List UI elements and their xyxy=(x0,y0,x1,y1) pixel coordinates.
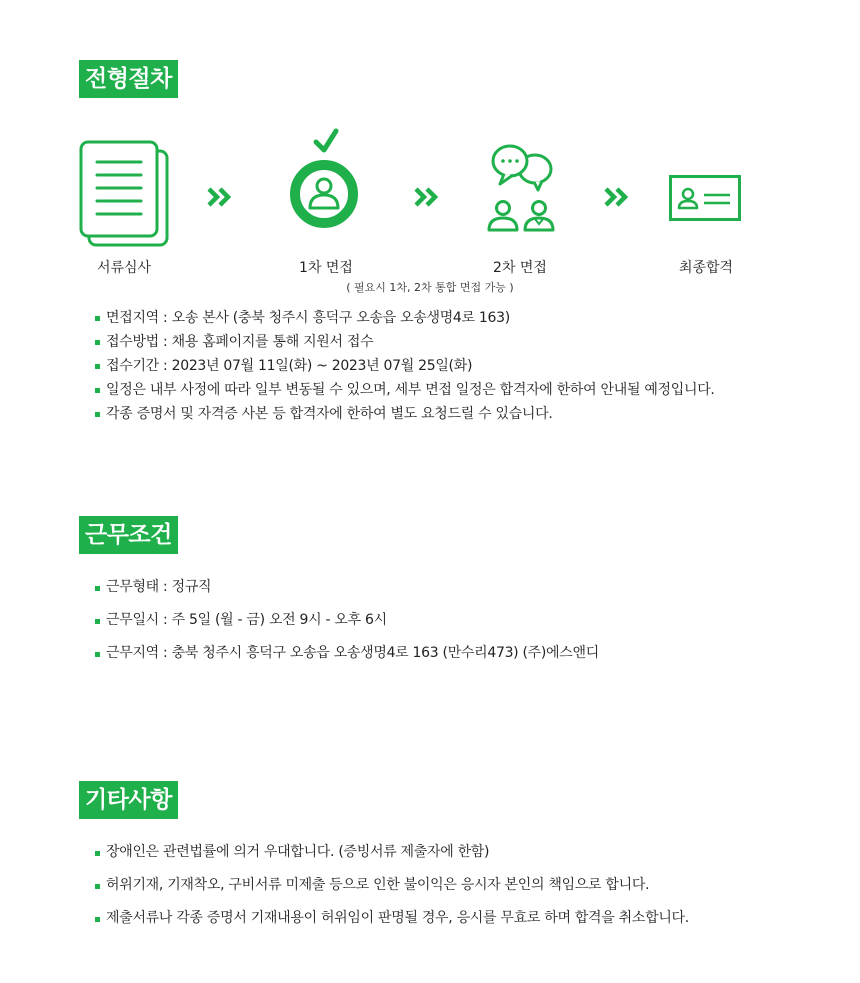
chevron-right-icon xyxy=(413,186,439,208)
list-item: 접수방법 : 채용 홈페이지를 통해 지원서 접수 xyxy=(95,330,715,354)
step-label-interview-2: 2차 면접 xyxy=(493,260,547,276)
list-item: 근무형태 : 정규직 xyxy=(95,571,599,604)
step-label-document: 서류심사 xyxy=(96,260,152,276)
list-item: 근무지역 : 충북 청주시 흥덕구 오송읍 오송생명4로 163 (만수리473) (주)에스앤디 xyxy=(95,637,599,670)
list-item: 허위기재, 기재착오, 구비서류 미제출 등으로 인한 불이익은 응시자 본인의 책임으로 합니다. xyxy=(95,869,689,902)
list-item: 접수기간 : 2023년 07월 11일(화) ~ 2023년 07월 25일(화) xyxy=(95,354,715,378)
document-icon xyxy=(79,140,171,248)
id-card-icon xyxy=(669,175,743,223)
process-info-list xyxy=(95,306,715,426)
conditions-list xyxy=(95,571,599,670)
etc-list xyxy=(95,836,689,935)
section-title-conditions: 근무조건 xyxy=(79,516,178,554)
list-item: 면접지역 : 오송 본사 (충북 청주시 흥덕구 오송읍 오송생명4로 163) xyxy=(95,306,715,330)
list-item: 근무일시 : 주 5일 (월 - 금) 오전 9시 - 오후 6시 xyxy=(95,604,599,637)
step-label-final: 최종합격 xyxy=(678,260,734,276)
list-item: 각종 증명서 및 자격증 사본 등 합격자에 한하여 별도 요청드릴 수 있습니다. xyxy=(95,402,715,426)
chat-users-icon xyxy=(484,142,560,234)
user-check-icon xyxy=(288,128,360,228)
list-item: 제출서류나 각종 증명서 기재내용이 허위임이 판명될 경우, 응시를 무효로 하며 합격을 취소합니다. xyxy=(95,902,689,935)
chevron-right-icon xyxy=(206,186,232,208)
step-label-interview-1: 1차 면접 xyxy=(299,260,353,276)
chevron-right-icon xyxy=(603,186,629,208)
section-title-process: 전형절차 xyxy=(79,60,178,98)
list-item: 일정은 내부 사정에 따라 일부 변동될 수 있으며, 세부 면접 일정은 합격자에 한하여 안내될 예정입니다. xyxy=(95,378,715,402)
list-item: 장애인은 관련법률에 의거 우대합니다. (증빙서류 제출자에 한함) xyxy=(95,836,689,869)
step-note: ( 필요시 1차, 2차 통합 면접 가능 ) xyxy=(346,281,514,294)
section-title-etc: 기타사항 xyxy=(79,781,178,819)
